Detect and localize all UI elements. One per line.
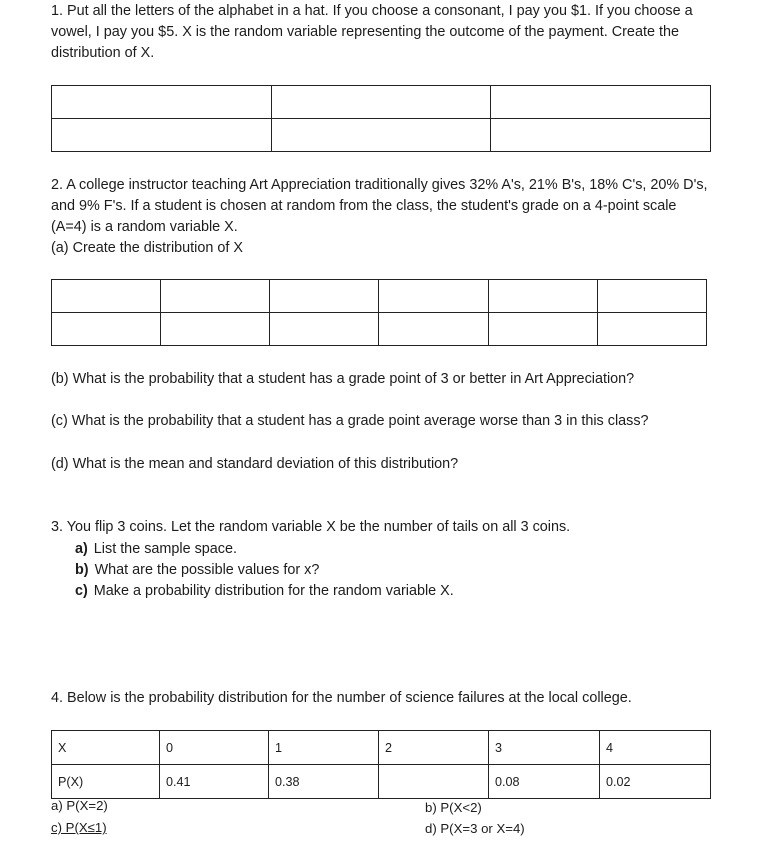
list-item	[75, 581, 454, 602]
table-cell[interactable]	[597, 280, 706, 313]
question-2-part-a: (a) Create the distribution of X	[51, 240, 243, 256]
question-4-part-a: a) P(X=2)	[51, 798, 108, 813]
question-2-text: 2. A college instructor teaching Art Appreciation traditionally gives 32% A's, 21% B's, 18% C's, 20% D's, and 9% F's. If a student is chosen at random from the class, the student's grade on a 4-point scale (A=4) is a random variable X.	[51, 177, 708, 235]
list-marker: c)	[75, 583, 88, 599]
question-2-answer-table	[51, 279, 707, 346]
p-value-cell: 0.08	[489, 765, 600, 799]
x-value-cell: 3	[489, 731, 600, 765]
question-1-answer-table	[51, 85, 711, 152]
list-item-text: Make a probability distribution for the random variable X.	[93, 583, 454, 599]
table-cell[interactable]	[52, 280, 161, 313]
table-row	[52, 731, 711, 765]
table-cell[interactable]	[52, 313, 161, 346]
list-item-text: What are the possible values for x?	[94, 562, 320, 578]
question-3-list	[75, 539, 454, 602]
table-cell[interactable]	[271, 119, 491, 152]
x-value-cell: 1	[269, 731, 379, 765]
table-cell[interactable]	[161, 313, 270, 346]
table-cell[interactable]	[52, 86, 272, 119]
table-cell[interactable]	[379, 280, 488, 313]
question-4-part-c: c) P(X≤1)	[51, 820, 107, 835]
table-cell[interactable]	[491, 86, 711, 119]
list-marker: a)	[75, 541, 88, 557]
table-cell[interactable]	[52, 119, 272, 152]
question-4-part-d: d) P(X=3 or X=4)	[425, 821, 525, 836]
p-value-cell: 0.02	[600, 765, 711, 799]
p-value-cell: 0.38	[269, 765, 379, 799]
x-value-cell: 0	[160, 731, 269, 765]
list-marker: b)	[75, 562, 89, 578]
table-cell[interactable]	[597, 313, 706, 346]
p-value-cell[interactable]	[379, 765, 489, 799]
x-label-cell: X	[52, 731, 160, 765]
list-item	[75, 539, 454, 560]
science-failures-distribution-table	[51, 730, 711, 799]
p-label-cell: P(X)	[52, 765, 160, 799]
list-item	[75, 560, 454, 581]
table-cell[interactable]	[491, 119, 711, 152]
table-cell[interactable]	[270, 313, 379, 346]
question-2-part-b: (b) What is the probability that a student has a grade point of 3 or better in Art Appreciation?	[51, 371, 635, 387]
table-row	[52, 765, 711, 799]
table-cell[interactable]	[379, 313, 488, 346]
table-cell[interactable]	[161, 280, 270, 313]
table-cell[interactable]	[271, 86, 491, 119]
question-1-text: 1. Put all the letters of the alphabet in a hat. If you choose a consonant, I pay you $1. If you choose a vowel, I pay you $5. X is the random variable representing the outcome of the payment. Create the distribution of X.	[51, 3, 693, 61]
p-value-cell: 0.41	[160, 765, 269, 799]
question-4-text: 4. Below is the probability distribution for the number of science failures at the local college.	[51, 690, 632, 706]
question-2-part-c: (c) What is the probability that a student has a grade point average worse than 3 in this class?	[51, 413, 649, 429]
list-item-text: List the sample space.	[93, 541, 237, 557]
x-value-cell: 4	[600, 731, 711, 765]
table-cell[interactable]	[488, 280, 597, 313]
table-cell[interactable]	[270, 280, 379, 313]
question-4-part-b: b) P(X<2)	[425, 800, 482, 815]
x-value-cell: 2	[379, 731, 489, 765]
question-2-part-d: (d) What is the mean and standard deviation of this distribution?	[51, 456, 459, 472]
table-cell[interactable]	[488, 313, 597, 346]
question-3-text: 3. You flip 3 coins. Let the random variable X be the number of tails on all 3 coins.	[51, 519, 571, 535]
